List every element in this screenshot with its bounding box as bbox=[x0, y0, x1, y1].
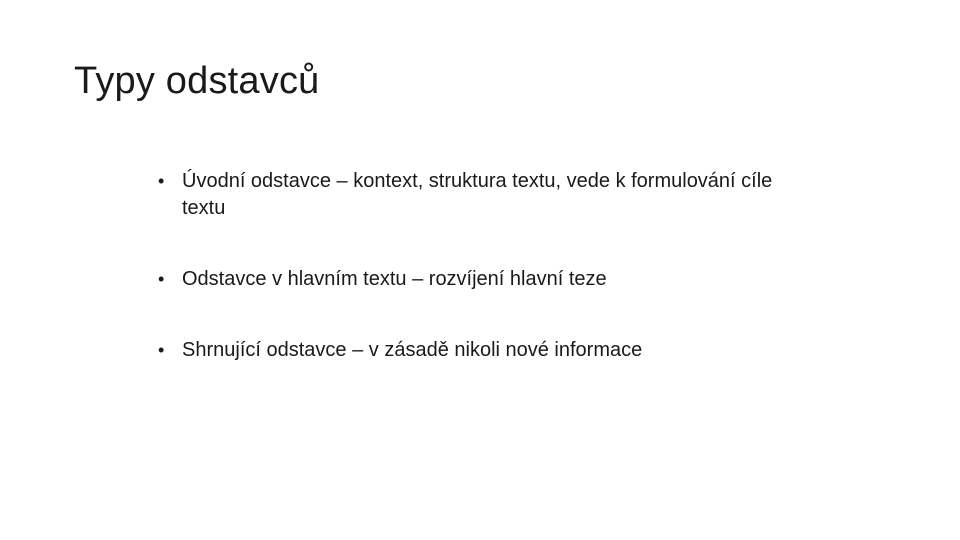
bullet-text: Odstavce v hlavním textu – rozvíjení hlavní teze bbox=[182, 268, 607, 290]
bullet-list bbox=[158, 168, 778, 364]
bullet-icon: • bbox=[158, 171, 165, 191]
bullet-item-intro bbox=[158, 168, 778, 222]
slide-title: Typy odstavců bbox=[74, 60, 320, 102]
bullet-item-main bbox=[158, 266, 778, 293]
bullet-icon: • bbox=[158, 340, 165, 360]
bullet-icon: • bbox=[158, 269, 165, 289]
bullet-item-summary bbox=[158, 337, 778, 364]
bullet-text: Shrnující odstavce – v zásadě nikoli nové informace bbox=[182, 339, 643, 361]
bullet-text: Úvodní odstavce – kontext, struktura textu, vede k formulování cíle textu bbox=[182, 170, 773, 219]
